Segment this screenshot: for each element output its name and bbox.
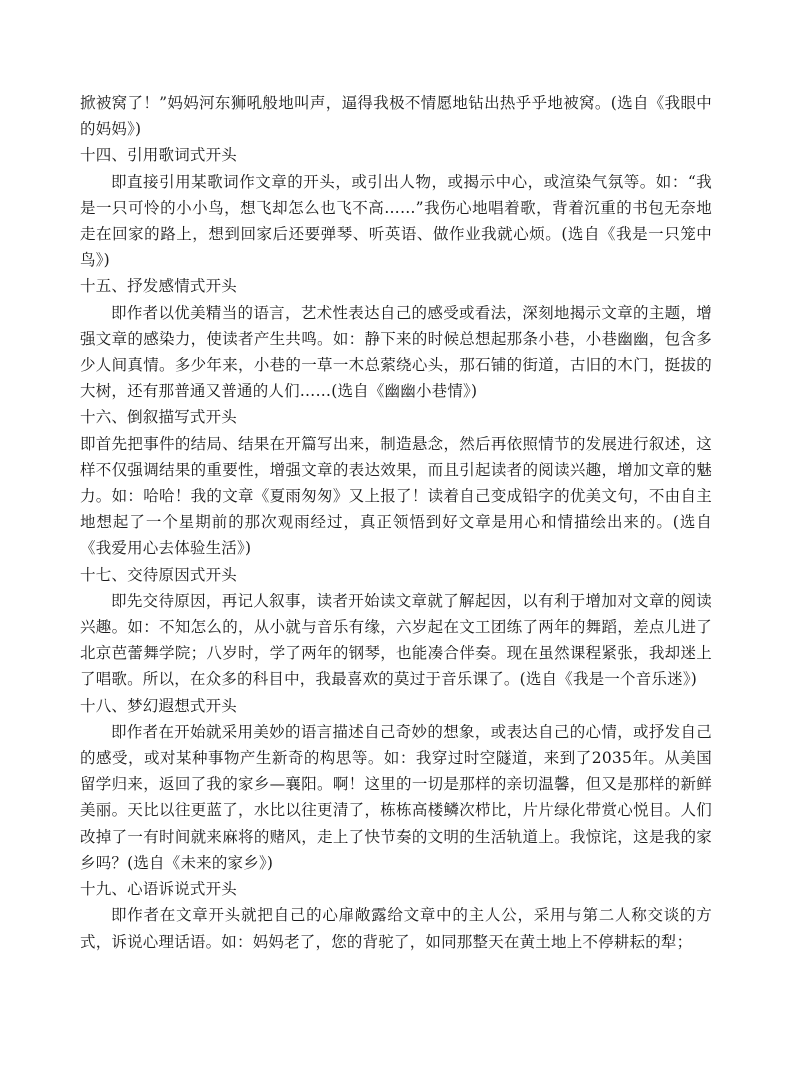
paragraph-section-14: 即直接引用某歌词作文章的开头，或引出人物，或揭示中心，或渲染气氛等。如：“我是一只可怜的小小鸟，想飞却怎么也飞不高……”我伤心地唱着歌，背着沉重的书包无奈地走在回家的路上，想到回家后还要弹琴、听英语、做作业我就心烦。(选自《我是一只笼中鸟》) — [80, 172, 712, 270]
paragraph-continuation: 掀被窝了！”妈妈河东狮吼般地叫声，逼得我极不情愿地钻出热乎乎地被窝。(选自《我眼中的妈妈》) — [80, 94, 712, 139]
section-heading-19: 十九、心语诉说式开头 — [80, 880, 238, 899]
paragraph-section-18: 即作者在开始就采用美妙的语言描述自己奇妙的想象，或表达自己的心情，或抒发自己的感受，或对某种事物产生新奇的构思等。如：我穿过时空隧道，来到了2035年。从美国留学归来，返回了我的家乡—襄阳。啊！这里的一切是那样的亲切温馨，但又是那样的新鲜美丽。天比以往更蓝了，水比以往更清了，栋栋高楼鳞次栉比，片片绿化带赏心悦目。人们改掉了一有时间就来麻将的赌风，走上了快节奏的文明的生活轨道上。我惊诧，这是我的家乡吗？(选自《未来的家乡》) — [80, 722, 712, 872]
paragraph-section-16: 即首先把事件的结局、结果在开篇写出来，制造悬念，然后再依照情节的发展进行叙述，这样不仅强调结果的重要性，增强文章的表达效果，而且引起读者的阅读兴趣，增加文章的魅力。如：哈哈！我的文章《夏雨匆匆》又上报了！读着自己变成铅字的优美文句，不由自主地想起了一个星期前的那次观雨经过，真正领悟到好文章是用心和情描绘出来的。(选自《我爱用心去体验生活》) — [80, 434, 712, 558]
section-heading-15: 十五、抒发感情式开头 — [80, 277, 238, 296]
paragraph-section-19: 即作者在文章开头就把自己的心扉敞露给文章中的主人公，采用与第二人称交谈的方式，诉说心理话语。如：妈妈老了，您的背驼了，如同那整天在黄土地上不停耕耘的犁； — [80, 906, 712, 951]
section-heading-18: 十八、梦幻遐想式开头 — [80, 696, 238, 715]
paragraph-section-17: 即先交待原因，再记人叙事，读者开始读文章就了解起因，以有利于增加对文章的阅读兴趣。如：不知怎么的，从小就与音乐有缘，六岁起在文工团练了两年的舞蹈，差点儿进了北京芭蕾舞学院；八岁时，学了两年的钢琴，也能凑合伴奏。现在虽然课程紧张，我却迷上了唱歌。所以，在众多的科目中，我最喜欢的莫过于音乐课了。(选自《我是一个音乐迷》) — [80, 591, 712, 689]
section-heading-16: 十六、倒叙描写式开头 — [80, 408, 238, 427]
document-body — [80, 90, 712, 955]
paragraph-section-15: 即作者以优美精当的语言，艺术性表达自己的感受或看法，深刻地揭示文章的主题，增强文章的感染力，使读者产生共鸣。如：静下来的时候总想起那条小巷，小巷幽幽，包含多少人间真情。多少年来，小巷的一草一木总萦绕心头，那石铺的街道，古旧的木门，挺拔的大树，还有那普通又普通的人们……(选自《幽幽小巷情》) — [80, 303, 712, 401]
section-heading-17: 十七、交待原因式开头 — [80, 565, 238, 584]
section-heading-14: 十四、引用歌词式开头 — [80, 146, 238, 165]
